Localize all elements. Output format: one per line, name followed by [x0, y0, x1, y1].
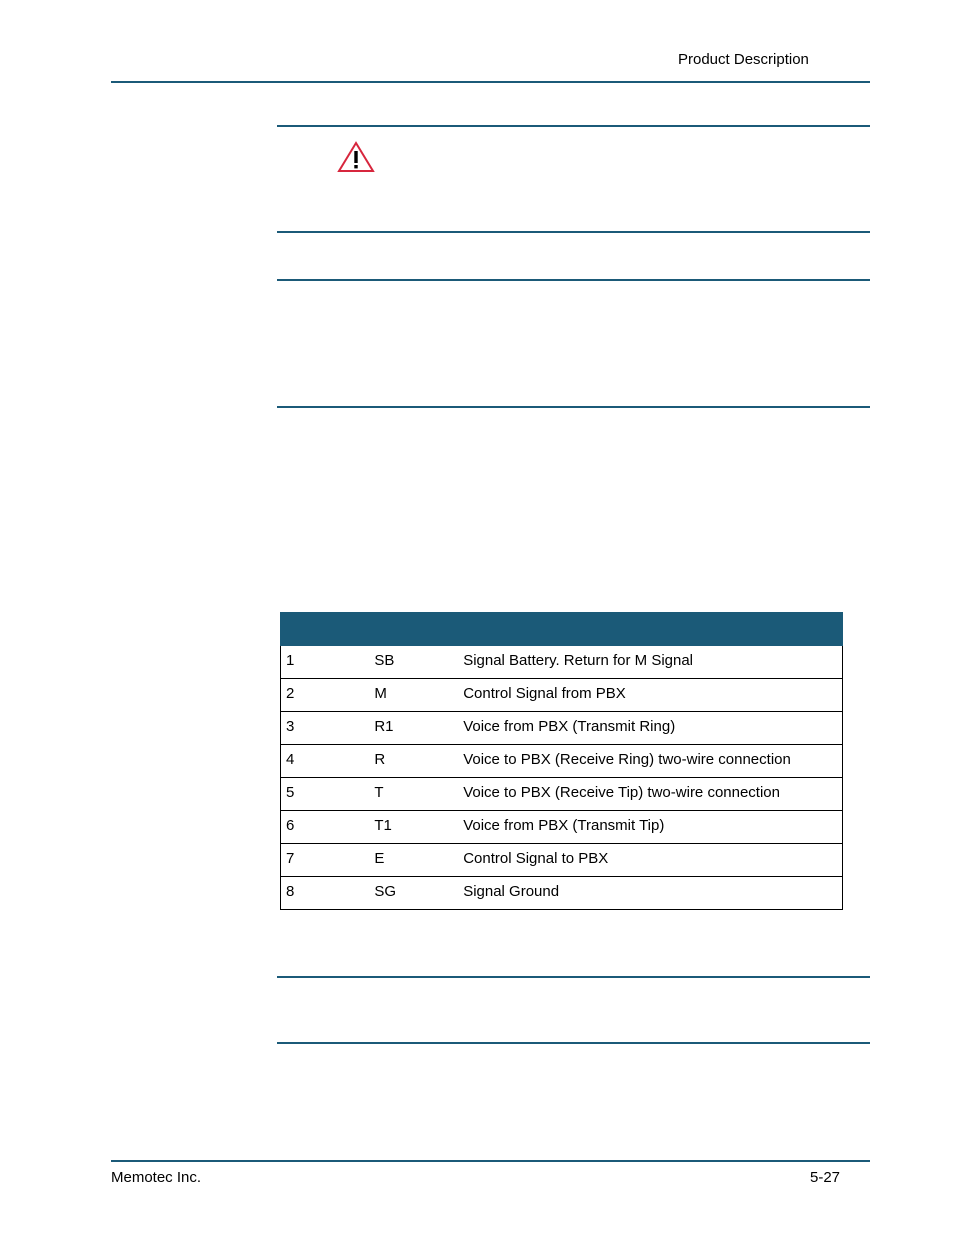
header-rule	[111, 81, 870, 83]
signal-cell: T1	[369, 811, 458, 844]
footer-company: Memotec Inc.	[111, 1169, 202, 1186]
table-header-row	[281, 613, 843, 646]
running-header-title: Product Description	[678, 51, 809, 68]
signal-cell: SB	[369, 646, 458, 679]
note-top-rule	[277, 976, 870, 978]
signal-cell: T	[369, 778, 458, 811]
section-rule-1	[277, 279, 870, 281]
table-row	[281, 778, 843, 811]
section-rule-2	[277, 406, 870, 408]
warning-bottom-rule	[277, 231, 870, 233]
description-cell: Control Signal to PBX	[458, 844, 842, 877]
signal-cell: M	[369, 679, 458, 712]
table-row	[281, 844, 843, 877]
pin-cell: 1	[281, 646, 370, 679]
pin-cell: 8	[281, 877, 370, 910]
warning-top-rule	[277, 125, 870, 127]
footer-page-number: 5-27	[810, 1169, 841, 1186]
description-cell: Voice to PBX (Receive Tip) two-wire connection	[458, 778, 842, 811]
pin-cell: 2	[281, 679, 370, 712]
description-cell: Signal Battery. Return for M Signal	[458, 646, 842, 679]
table-header-cell	[458, 613, 842, 646]
description-cell: Voice to PBX (Receive Ring) two-wire connection	[458, 745, 842, 778]
pin-cell: 7	[281, 844, 370, 877]
pin-cell: 4	[281, 745, 370, 778]
table-header-cell	[369, 613, 458, 646]
note-bottom-rule	[277, 1042, 870, 1044]
table-row	[281, 679, 843, 712]
signal-cell: E	[369, 844, 458, 877]
table-row	[281, 877, 843, 910]
table-row	[281, 712, 843, 745]
pin-cell: 5	[281, 778, 370, 811]
description-cell: Voice from PBX (Transmit Ring)	[458, 712, 842, 745]
pin-assignment-table	[280, 612, 843, 910]
signal-cell: R	[369, 745, 458, 778]
footer-rule	[111, 1160, 870, 1162]
table-row	[281, 745, 843, 778]
table-row	[281, 811, 843, 844]
pin-cell: 3	[281, 712, 370, 745]
pin-cell: 6	[281, 811, 370, 844]
description-cell: Voice from PBX (Transmit Tip)	[458, 811, 842, 844]
table-header-cell	[281, 613, 370, 646]
description-cell: Signal Ground	[458, 877, 842, 910]
description-cell: Control Signal from PBX	[458, 679, 842, 712]
signal-cell: SG	[369, 877, 458, 910]
table-row	[281, 646, 843, 679]
warning-triangle-icon	[337, 141, 375, 173]
signal-cell: R1	[369, 712, 458, 745]
